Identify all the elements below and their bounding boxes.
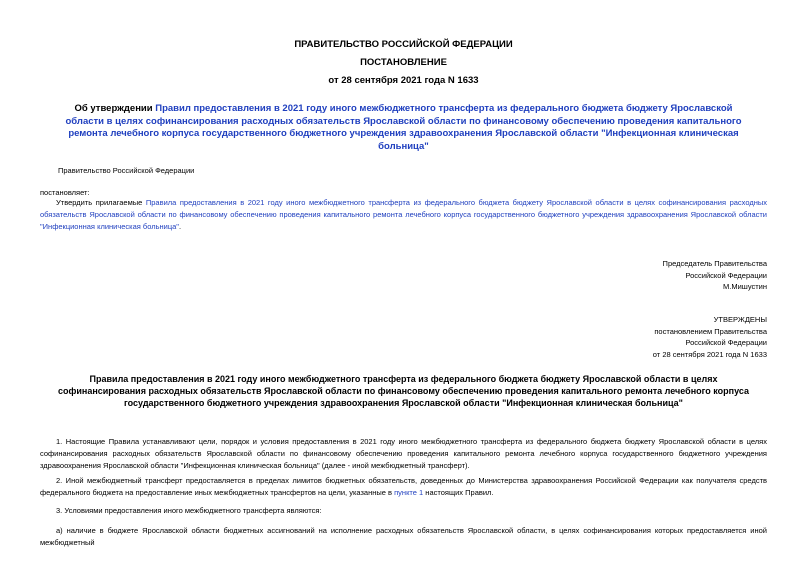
subject-prefix: Об утверждении (74, 103, 156, 114)
rules-title: Правила предоставления в 2021 году иного межбюджетного трансферта из федерального бюджета бюджету Ярославской области в целях софинансирования расходных обязательств Ярославской области по финансовому обеспечению проведения капитального ремонта лечебного корпуса государственного бюджетного учреждения здравоохранения Ярославской области "Инфекционная клиническая больница" (57, 374, 750, 408)
approved-by: постановлением Правительства (654, 326, 767, 336)
approved-block (653, 314, 767, 360)
approved-organization: Российской Федерации (685, 338, 767, 347)
point-1-link[interactable]: пункте 1 (394, 488, 424, 497)
signature-name: М.Мишустин (723, 282, 767, 291)
rules-link-body[interactable]: Правила предоставления в 2021 году иного межбюджетного трансферта из федерального бюджета бюджету Ярославской области в целях софинансирования расходных обязательств Ярославской области по финансовому обеспечению проведения капитального ремонта лечебного корпуса государственного бюджетного учреждения здравоохранения Ярославской области "Инфекционная клиническая больница" (40, 198, 768, 231)
paragraph-2-prefix: 2. Иной межбюджетный трансферт предоставляется в пределах лимитов бюджетных обязательств, доведенных до Министерства здравоохранения Российской Федерации как получателя средств федерального бюджета на предоставление иных межбюджетных трансфертов на цели, указанные в (40, 476, 767, 497)
approve-prefix: Утвердить прилагаемые (56, 198, 146, 207)
paragraph-2-suffix: настоящих Правил. (423, 488, 494, 497)
document-type-heading: ПОСТАНОВЛЕНИЕ (360, 57, 447, 68)
rules-paragraph-1: 1. Настоящие Правила устанавливают цели, порядок и условия предоставления в 2021 году иного межбюджетного трансферта из федерального бюджета бюджету Ярославской области в целях софинансирования расходных обязательств Ярославской области по финансовому обеспечению проведения капитального ремонта лечебного корпуса государственного бюджетного учреждения здравоохранения Ярославской области "Инфекционная клиническая больница" (далее - иной межбюджетный трансферт). (40, 437, 767, 470)
government-heading: ПРАВИТЕЛЬСТВО РОССИЙСКОЙ ФЕДЕРАЦИИ (294, 39, 513, 50)
rules-paragraph-3: 3. Условиями предоставления иного межбюджетного трансферта являются: (56, 506, 322, 515)
rules-link-title[interactable]: Правил предоставления в 2021 году иного межбюджетного трансферта из федерального бюджета бюджету Ярославской области в целях софинансирования расходных обязательств Ярославской области по финансовому обеспечению проведения капитального ремонта лечебного корпуса государственного бюджетного учреждения здравоохранения Ярославской области "Инфекционная клиническая больница" (65, 103, 742, 152)
approve-paragraph (40, 197, 767, 233)
government-line: Правительство Российской Федерации (58, 166, 195, 175)
signature-block (663, 258, 767, 293)
decides-word: постановляет: (40, 188, 90, 197)
approved-date: от 28 сентября 2021 года N 1633 (652, 349, 767, 359)
rules-paragraph-2 (40, 475, 767, 499)
signature-organization: Российской Федерации (685, 270, 767, 280)
decree-date-number: от 28 сентября 2021 года N 1633 (328, 75, 479, 86)
approved-label: УТВЕРЖДЕНЫ (713, 315, 767, 324)
approve-suffix: . (178, 222, 182, 231)
rules-paragraph-4: а) наличие в бюджете Ярославской области бюджетных ассигнований на исполнение расходных обязательств Ярославской области, в целях софинансирования которых предоставляется иной межбюджетный (40, 526, 767, 547)
signature-position: Председатель Правительства (662, 259, 767, 268)
decree-subject (55, 103, 752, 153)
